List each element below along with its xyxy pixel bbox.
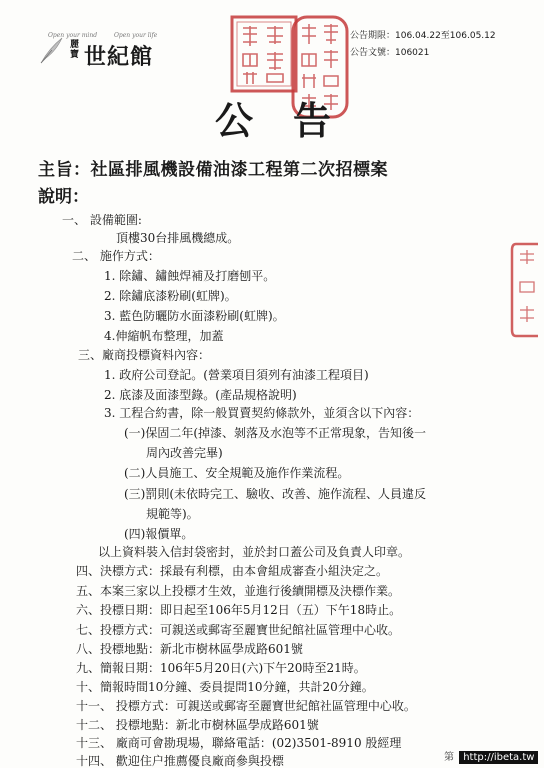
section-2-item-3: 3. 藍色防曬防水面漆粉刷(虹牌)。	[104, 309, 285, 323]
section-9: 九、簡報日期：106年5月20日(六)下午20時至21時。	[76, 661, 366, 675]
contract-clause-4: (四)報價單。	[124, 527, 194, 541]
section-3-heading: 三、廠商投標資料內容：	[78, 348, 211, 362]
sealing-instruction: 以上資料裝入信封袋密封，並於封口蓋公司及負責人印章。	[98, 545, 411, 559]
section-3-item-3: 3. 工程合約書，除一般買賣契約條款外，並須含以下內容：	[104, 406, 420, 420]
section-4: 四、決標方式：採最有利標，由本會組成審查小組決定之。	[76, 564, 389, 578]
contract-clause-3-cont: 規範等)。	[146, 507, 199, 521]
section-2-heading: 二、 施作方式：	[72, 249, 160, 263]
association-seal-stamp	[229, 14, 299, 94]
contract-clause-1: (一)保固二年(掉漆、剝落及水泡等不正常現象，告知後一	[124, 426, 427, 440]
explanation-heading: 說明：	[38, 187, 89, 207]
section-1-item: 頂樓30台排風機總成。	[116, 231, 240, 245]
notice-metadata	[350, 28, 496, 62]
logo-tagline-right: Open your life	[114, 32, 158, 39]
section-7: 七、投標方式：可親送或郵寄至麗寶世紀館社區管理中心收。	[76, 623, 401, 637]
contract-clause-2: (二)人員施工、安全規範及施作作業流程。	[124, 466, 350, 480]
notice-subject: 主旨：社區排風機設備油漆工程第二次招標案	[38, 160, 388, 180]
watermark-footer	[444, 748, 538, 763]
section-11: 十一、 投標方式：可親送或郵寄至麗寶世紀館社區管理中心收。	[76, 699, 416, 713]
section-2-item-4: 4.伸縮帆布整理，加蓋	[104, 329, 224, 343]
edge-seal-stamp	[510, 240, 540, 340]
contract-clause-1-cont: 周內改善完畢)	[146, 446, 223, 460]
section-2-item-1: 1. 除鏽、鏽蝕焊補及打磨刨平。	[104, 269, 276, 283]
section-8: 八、投標地點：新北市樹林區學成路601號	[76, 642, 303, 656]
logo-tagline-left: Open your mind	[48, 32, 98, 39]
notice-period: 公告期限：106.04.22至106.05.12	[350, 31, 496, 41]
section-3-item-2: 2. 底漆及面漆型錄。(產品規格說明)	[104, 388, 297, 402]
section-6: 六、投標日期：即日起至106年5月12日（五）下午18時止。	[76, 603, 402, 617]
section-12: 十二、 投標地點：新北市樹林區學成路601號	[76, 718, 319, 732]
page-title: 公告	[215, 98, 372, 143]
source-url-watermark: http://ibeta.tw	[459, 751, 538, 764]
logo	[38, 30, 188, 70]
notice-document-number: 公告文號：106021	[350, 48, 430, 58]
section-5: 五、本案三家以上投標才生效，並進行後續開標及決標作業。	[76, 584, 401, 598]
quill-feather-icon	[38, 36, 64, 66]
logo-name: 世紀館	[84, 44, 154, 70]
contract-clause-3: (三)罰則(未依時完工、驗收、改善、施作流程、人員違反	[124, 487, 427, 501]
section-2-item-2: 2. 除鏽底漆粉刷(虹牌)。	[104, 289, 237, 303]
section-14: 十四、 歡迎住户推薦優良廠商參與投標	[76, 754, 284, 768]
page-mark: 第	[444, 752, 454, 763]
section-3-item-1: 1. 政府公司登記。(營業項目須列有油漆工程項目)	[104, 368, 369, 382]
section-1-heading: 一、 設備範圍:	[62, 213, 142, 227]
section-10: 十、簡報時間10分鐘、委員提問10分鐘，共計20分鐘。	[76, 680, 374, 694]
section-13: 十三、 廠商可會勘現場，聯絡電話：(02)3501-8910 殷經理	[76, 736, 402, 750]
logo-small-text: 麗寶	[70, 40, 80, 60]
